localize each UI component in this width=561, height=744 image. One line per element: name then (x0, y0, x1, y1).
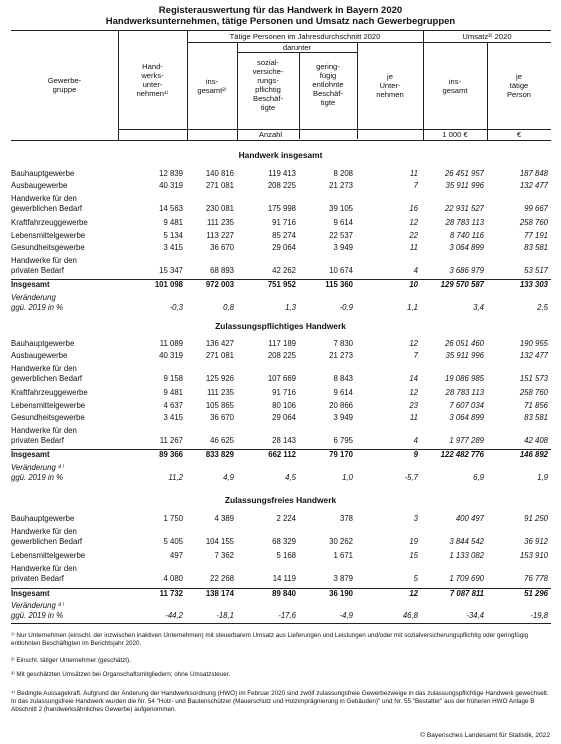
cell-geringfuegig-beschaeftigte: 39 105 (329, 204, 353, 213)
cell-taetige-insgesamt: 138 174 (205, 589, 234, 598)
cell-unternehmen: 40 319 (159, 351, 183, 360)
header-bottom-rule (11, 140, 551, 141)
cell-taetige-insgesamt: 7 362 (214, 551, 234, 560)
cell-taetige-insgesamt: 4,9 (223, 473, 234, 482)
row-label: Kraftfahrzeuggewerbe (11, 388, 88, 397)
cell-umsatz-je-person: 187 848 (519, 169, 548, 178)
cell-svp-beschaeftigte: 89 840 (272, 589, 296, 598)
cell-taetige-insgesamt: 230 081 (205, 204, 234, 213)
cell-je-unternehmen: 19 (409, 537, 418, 546)
row-label: gewerblichen Bedarf (11, 204, 83, 213)
total-rule (11, 588, 551, 589)
header-rule (423, 42, 551, 43)
cell-umsatz-insgesamt: 26 051 460 (444, 339, 484, 348)
cell-unternehmen: 5 405 (163, 537, 183, 546)
cell-geringfuegig-beschaeftigte: -4,9 (339, 611, 353, 620)
section-title: Zulassungspflichtiges Handwerk (215, 321, 346, 331)
cell-umsatz-je-person: 151 573 (519, 374, 548, 383)
cell-geringfuegig-beschaeftigte: 1 671 (333, 551, 353, 560)
cell-umsatz-je-person: 71 856 (524, 401, 548, 410)
cell-je-unternehmen: 14 (409, 374, 418, 383)
cell-taetige-insgesamt: 125 926 (205, 374, 234, 383)
cell-geringfuegig-beschaeftigte: 79 170 (329, 450, 353, 459)
header-top-rule (11, 30, 551, 31)
cell-taetige-insgesamt: 833 829 (205, 450, 234, 459)
cell-unternehmen: 11 732 (159, 589, 183, 598)
cell-je-unternehmen: 22 (409, 231, 418, 240)
cell-svp-beschaeftigte: 1,3 (285, 303, 296, 312)
row-label: Handwerke für den (11, 527, 77, 536)
row-label: ggü. 2019 in % (11, 473, 64, 482)
cell-umsatz-je-person: 36 912 (524, 537, 548, 546)
cell-je-unternehmen: 10 (409, 280, 418, 289)
cell-unternehmen: 11 089 (159, 339, 183, 348)
cell-geringfuegig-beschaeftigte: 9 614 (333, 218, 353, 227)
cell-taetige-insgesamt: 4 389 (214, 514, 234, 523)
row-label: Insgesamt (11, 589, 50, 598)
cell-unternehmen: 9 158 (163, 374, 183, 383)
cell-je-unternehmen: 4 (413, 436, 418, 445)
cell-umsatz-insgesamt: 3 686 979 (449, 266, 484, 275)
cell-svp-beschaeftigte: 29 064 (272, 243, 296, 252)
cell-umsatz-insgesamt: 400 497 (455, 514, 484, 523)
cell-unternehmen: 101 098 (154, 280, 183, 289)
cell-taetige-insgesamt: 36 670 (210, 413, 234, 422)
row-label: Bauhauptgewerbe (11, 169, 75, 178)
row-label: Bauhauptgewerbe (11, 514, 75, 523)
cell-umsatz-je-person: 91 250 (524, 514, 548, 523)
cell-svp-beschaeftigte: 175 998 (267, 204, 296, 213)
cell-svp-beschaeftigte: 208 225 (267, 181, 296, 190)
row-label: Lebensmittelgewerbe (11, 401, 86, 410)
cell-je-unternehmen: 12 (409, 589, 418, 598)
cell-svp-beschaeftigte: 117 189 (268, 339, 296, 348)
cell-svp-beschaeftigte: 4,5 (285, 473, 296, 482)
cell-unternehmen: 4 080 (163, 574, 183, 583)
cell-unternehmen: 4 637 (163, 401, 183, 410)
col-umsatz-header: Umsatz³⁾ 2020 (462, 32, 512, 41)
cell-taetige-insgesamt: 104 155 (205, 537, 234, 546)
cell-svp-beschaeftigte: 107 669 (267, 374, 296, 383)
cell-geringfuegig-beschaeftigte: 3 949 (333, 413, 353, 422)
cell-umsatz-insgesamt: 19 086 985 (444, 374, 484, 383)
col-taetige-header: Tätige Personen im Jahresdurchschnitt 2020 (229, 32, 381, 41)
col-umsatz-je-person-header: je tätige Person (506, 72, 532, 99)
cell-geringfuegig-beschaeftigte: 36 190 (329, 589, 353, 598)
cell-geringfuegig-beschaeftigte: 3 879 (333, 574, 353, 583)
cell-je-unternehmen: 23 (409, 401, 418, 410)
cell-je-unternehmen: -5,7 (404, 473, 418, 482)
cell-unternehmen: 14 563 (159, 204, 183, 213)
cell-je-unternehmen: 1,1 (407, 303, 418, 312)
cell-umsatz-insgesamt: 22 931 527 (444, 204, 484, 213)
row-label: Handwerke für den (11, 194, 77, 203)
cell-taetige-insgesamt: 0,8 (223, 303, 234, 312)
row-label: Handwerke für den (11, 426, 77, 435)
cell-umsatz-je-person: 1,9 (537, 473, 548, 482)
cell-geringfuegig-beschaeftigte: 8 208 (333, 169, 353, 178)
cell-taetige-insgesamt: -18,1 (216, 611, 234, 620)
cell-je-unternehmen: 9 (413, 450, 418, 459)
cell-unternehmen: 11,2 (168, 473, 183, 482)
cell-geringfuegig-beschaeftigte: 6 795 (333, 436, 353, 445)
cell-umsatz-insgesamt: -34,4 (466, 611, 484, 620)
cell-svp-beschaeftigte: 119 413 (268, 169, 296, 178)
cell-geringfuegig-beschaeftigte: 8 843 (333, 374, 353, 383)
cell-je-unternehmen: 11 (409, 169, 418, 178)
cell-je-unternehmen: 11 (409, 413, 418, 422)
cell-umsatz-je-person: 2,5 (537, 303, 548, 312)
cell-svp-beschaeftigte: 29 064 (272, 413, 296, 422)
cell-umsatz-insgesamt: 3 064 899 (449, 243, 484, 252)
cell-geringfuegig-beschaeftigte: 3 949 (333, 243, 353, 252)
cell-umsatz-je-person: 83 581 (524, 243, 548, 252)
total-rule (11, 279, 551, 280)
row-label: Kraftfahrzeuggewerbe (11, 218, 88, 227)
cell-taetige-insgesamt: 271 081 (205, 351, 234, 360)
section-title: Zulassungsfreies Handwerk (224, 495, 337, 505)
cell-unternehmen: 3 415 (163, 243, 183, 252)
cell-umsatz-insgesamt: 1 709 690 (449, 574, 484, 583)
cell-je-unternehmen: 4 (413, 266, 418, 275)
cell-unternehmen: 497 (169, 551, 183, 560)
row-label: Veränderung (11, 293, 56, 302)
cell-svp-beschaeftigte: 208 225 (267, 351, 296, 360)
cell-geringfuegig-beschaeftigte: 22 537 (329, 231, 353, 240)
cell-unternehmen: 11 267 (159, 436, 183, 445)
row-label: Insgesamt (11, 450, 50, 459)
row-label: privaten Bedarf (11, 266, 64, 275)
row-label: Bauhauptgewerbe (11, 339, 75, 348)
cell-geringfuegig-beschaeftigte: 378 (339, 514, 353, 523)
footnote-3: ³⁾ Mit geschätzten Umsätzen bei Organschaftsmitgliedern; ohne Umsatzsteuer. (11, 671, 231, 678)
row-label: privaten Bedarf (11, 574, 64, 583)
unit-tausend-euro: 1 000 € (442, 130, 468, 139)
cell-unternehmen: -44,2 (165, 611, 183, 620)
cell-je-unternehmen: 11 (409, 243, 418, 252)
copyright: © Bayerisches Landesamt für Statistik, 2022 (420, 732, 550, 739)
cell-umsatz-insgesamt: 1 977 289 (449, 436, 484, 445)
cell-unternehmen: 12 839 (159, 169, 183, 178)
cell-svp-beschaeftigte: 91 716 (272, 388, 296, 397)
cell-svp-beschaeftigte: 68 329 (272, 537, 296, 546)
cell-je-unternehmen: 16 (409, 204, 418, 213)
cell-umsatz-je-person: -19,8 (530, 611, 548, 620)
cell-umsatz-insgesamt: 3,4 (473, 303, 484, 312)
unit-anzahl: Anzahl (258, 130, 283, 139)
cell-taetige-insgesamt: 111 235 (206, 218, 234, 227)
cell-taetige-insgesamt: 136 427 (205, 339, 234, 348)
cell-umsatz-je-person: 258 760 (519, 218, 548, 227)
col-je-unternehmen-header: je Unter- nehmen (376, 72, 404, 99)
header-rule (237, 52, 357, 53)
cell-geringfuegig-beschaeftigte: 10 674 (329, 266, 353, 275)
cell-svp-beschaeftigte: 5 168 (276, 551, 296, 560)
cell-unternehmen: 15 347 (159, 266, 183, 275)
cell-svp-beschaeftigte: 80 106 (272, 401, 296, 410)
cell-geringfuegig-beschaeftigte: 21 273 (329, 181, 353, 190)
cell-geringfuegig-beschaeftigte: 30 262 (329, 537, 353, 546)
cell-svp-beschaeftigte: 2 224 (276, 514, 296, 523)
page-title: Registerauswertung für das Handwerk in Bayern 2020 (158, 5, 403, 16)
row-label: gewerblichen Bedarf (11, 537, 83, 546)
row-label: gewerblichen Bedarf (11, 374, 83, 383)
row-label: Gesundheitsgewerbe (11, 413, 85, 422)
cell-taetige-insgesamt: 271 081 (205, 181, 234, 190)
cell-umsatz-insgesamt: 129 570 587 (440, 280, 484, 289)
cell-taetige-insgesamt: 46 625 (210, 436, 234, 445)
cell-geringfuegig-beschaeftigte: 7 830 (333, 339, 353, 348)
cell-umsatz-je-person: 99 667 (524, 204, 548, 213)
row-label: ggü. 2019 in % (11, 611, 64, 620)
footnote-4: ⁴⁾ Bedingte Aussagekraft. Aufgrund der Änderung der Handwerksordnung (HWO) im Februar 2020 sind zwölf zulassungsfreie Gewerbezweige in das zulassungspflichtige Handwerk gewechselt. In das zulassungsfreie Handwerk wurden die Nr. 54 "Holz- und Bautenschützer (Mauerschutz und Holzimprägnierung in Gebäuden)" und Nr. 55 "Bestatter" aus der früheren HWO Anlage B Abschnitt 2 (handwerksähnliches Gewerbe) aufgenommen. (11, 690, 549, 713)
row-label: Handwerke für den (11, 364, 77, 373)
row-label: Lebensmittelgewerbe (11, 231, 86, 240)
cell-umsatz-insgesamt: 28 783 113 (445, 388, 484, 397)
cell-unternehmen: 9 481 (163, 218, 183, 227)
col-gfb-header: gering- fügig entlohnte Beschäf- tigte (312, 62, 344, 107)
cell-umsatz-je-person: 133 303 (519, 280, 548, 289)
total-rule (11, 449, 551, 450)
cell-umsatz-insgesamt: 3 064 899 (449, 413, 484, 422)
cell-svp-beschaeftigte: 751 952 (267, 280, 296, 289)
cell-svp-beschaeftigte: 28 143 (272, 436, 296, 445)
row-label: Veränderung ⁴⁾ (11, 463, 64, 472)
cell-taetige-insgesamt: 68 893 (210, 266, 234, 275)
cell-je-unternehmen: 12 (409, 388, 418, 397)
cell-je-unternehmen: 15 (409, 551, 418, 560)
row-label: Lebensmittelgewerbe (11, 551, 86, 560)
cell-svp-beschaeftigte: 14 119 (272, 574, 296, 583)
cell-umsatz-je-person: 132 477 (519, 351, 548, 360)
cell-je-unternehmen: 12 (409, 218, 418, 227)
row-label: Insgesamt (11, 280, 50, 289)
cell-unternehmen: 9 481 (163, 388, 183, 397)
cell-umsatz-je-person: 42 408 (524, 436, 548, 445)
cell-umsatz-je-person: 53 517 (524, 266, 548, 275)
cell-umsatz-je-person: 77 191 (524, 231, 548, 240)
cell-umsatz-je-person: 146 892 (519, 450, 548, 459)
cell-umsatz-insgesamt: 122 482 776 (440, 450, 484, 459)
cell-taetige-insgesamt: 105 865 (205, 401, 234, 410)
cell-umsatz-je-person: 51 296 (524, 589, 548, 598)
cell-geringfuegig-beschaeftigte: 115 360 (325, 280, 353, 289)
row-label: Ausbaugewerbe (11, 181, 68, 190)
cell-unternehmen: 40 319 (159, 181, 183, 190)
cell-svp-beschaeftigte: 85 274 (272, 231, 296, 240)
col-gruppe-header: Gewerbe- gruppe (47, 76, 82, 94)
row-label: Ausbaugewerbe (11, 351, 68, 360)
cell-je-unternehmen: 5 (413, 574, 418, 583)
col-darunter-header: darunter (282, 43, 312, 52)
col-insgesamt-header: ins- gesamt²⁾ (197, 77, 227, 95)
cell-umsatz-insgesamt: 28 783 113 (445, 218, 484, 227)
cell-umsatz-insgesamt: 26 451 957 (444, 169, 484, 178)
cell-unternehmen: 89 366 (159, 450, 183, 459)
footnote-2: ²⁾ Einschl. tätiger Unternehmer (geschätzt). (11, 657, 131, 664)
cell-umsatz-je-person: 132 477 (519, 181, 548, 190)
row-label: privaten Bedarf (11, 436, 64, 445)
table-bottom-rule (11, 623, 551, 624)
cell-svp-beschaeftigte: -17,6 (278, 611, 296, 620)
row-label: Handwerke für den (11, 256, 77, 265)
cell-unternehmen: -0,3 (169, 303, 183, 312)
cell-svp-beschaeftigte: 91 716 (272, 218, 296, 227)
cell-umsatz-insgesamt: 3 844 542 (449, 537, 484, 546)
cell-je-unternehmen: 7 (413, 181, 418, 190)
cell-taetige-insgesamt: 113 227 (206, 231, 234, 240)
cell-umsatz-je-person: 76 778 (524, 574, 548, 583)
section-title: Handwerk insgesamt (238, 150, 323, 160)
cell-taetige-insgesamt: 972 003 (205, 280, 234, 289)
col-unternehmen-header: Hand- werks- unter- nehmen¹⁾ (136, 62, 169, 98)
cell-umsatz-insgesamt: 8 740 116 (449, 231, 484, 240)
cell-geringfuegig-beschaeftigte: 21 273 (329, 351, 353, 360)
cell-taetige-insgesamt: 22 268 (210, 574, 234, 583)
row-label: Gesundheitsgewerbe (11, 243, 85, 252)
row-label: Veränderung ⁴⁾ (11, 601, 64, 610)
cell-taetige-insgesamt: 36 670 (210, 243, 234, 252)
row-label: Handwerke für den (11, 564, 77, 573)
unit-euro: € (516, 130, 522, 139)
cell-unternehmen: 1 750 (163, 514, 183, 523)
col-umsatz-insgesamt-header: ins- gesamt (442, 77, 468, 95)
cell-umsatz-je-person: 153 910 (519, 551, 548, 560)
cell-svp-beschaeftigte: 42 262 (272, 266, 296, 275)
cell-geringfuegig-beschaeftigte: 1,0 (342, 473, 353, 482)
page-subtitle: Handwerksunternehmen, tätige Personen und Umsatz nach Gewerbegruppen (105, 16, 456, 27)
row-label: ggü. 2019 in % (11, 303, 64, 312)
cell-geringfuegig-beschaeftigte: 20 866 (329, 401, 353, 410)
cell-umsatz-insgesamt: 7 607 034 (449, 401, 484, 410)
cell-geringfuegig-beschaeftigte: -0,9 (339, 303, 353, 312)
cell-umsatz-insgesamt: 6,9 (473, 473, 484, 482)
cell-je-unternehmen: 7 (413, 351, 418, 360)
cell-umsatz-insgesamt: 35 911 996 (445, 351, 484, 360)
cell-umsatz-je-person: 190 955 (519, 339, 548, 348)
cell-umsatz-insgesamt: 1 133 082 (449, 551, 484, 560)
cell-umsatz-insgesamt: 7 087 811 (449, 589, 484, 598)
cell-je-unternehmen: 3 (413, 514, 418, 523)
cell-taetige-insgesamt: 111 235 (206, 388, 234, 397)
col-svp-header: sozial- versiche- rungs- pflichtig Beschäf- tigte (252, 58, 284, 112)
cell-unternehmen: 5 134 (163, 231, 183, 240)
cell-umsatz-je-person: 258 760 (519, 388, 548, 397)
cell-unternehmen: 3 415 (163, 413, 183, 422)
cell-taetige-insgesamt: 140 816 (205, 169, 234, 178)
cell-je-unternehmen: 46,8 (402, 611, 418, 620)
cell-je-unternehmen: 12 (409, 339, 418, 348)
cell-umsatz-insgesamt: 35 911 996 (445, 181, 484, 190)
cell-geringfuegig-beschaeftigte: 9 614 (333, 388, 353, 397)
cell-umsatz-je-person: 83 581 (524, 413, 548, 422)
cell-svp-beschaeftigte: 662 112 (268, 450, 296, 459)
footnote-1: ¹⁾ Nur Unternehmen (einschl. der inzwischen inaktiven Unternehmen) mit steuerbarem Umsatz aus Lieferungen und Leistungen und/oder mit sozialversicherungspflichtig oder geringfügig entlohnten Beschäftigten im Berichtsjahr 2020. (11, 632, 529, 647)
